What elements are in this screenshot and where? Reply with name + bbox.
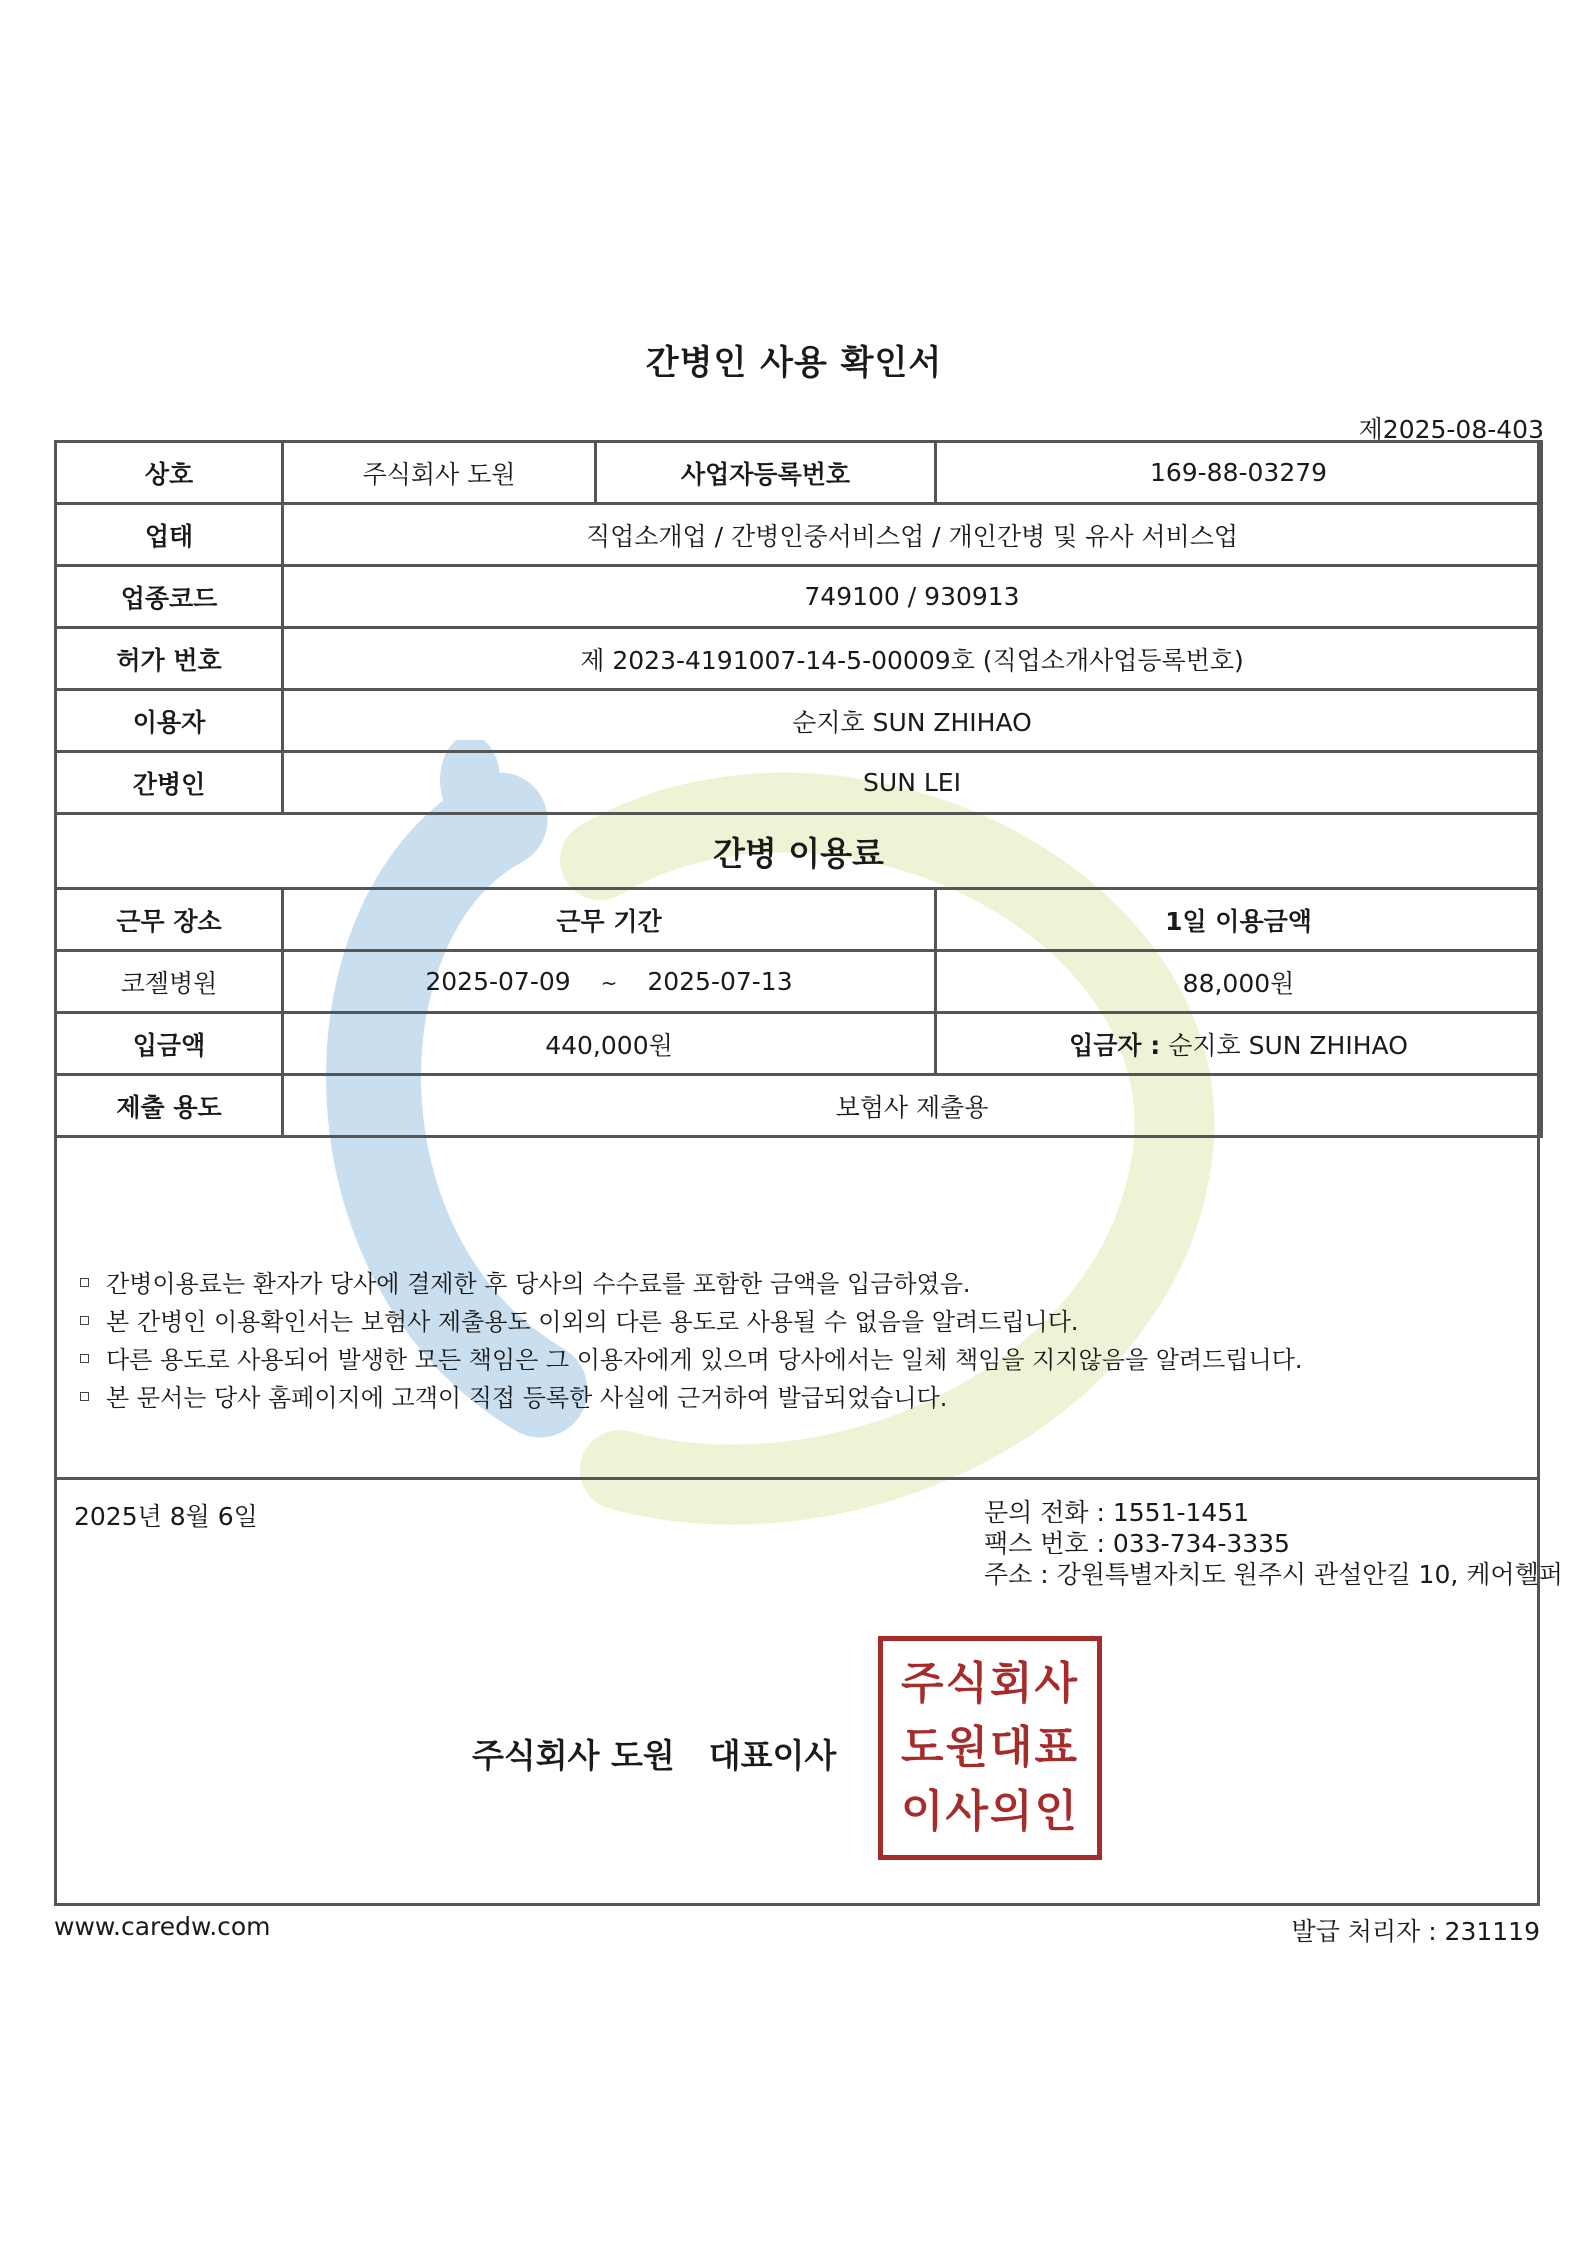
deposit-value: 440,000원 [283, 1013, 936, 1075]
note-item [76, 1303, 1516, 1341]
section-divider [54, 1477, 1540, 1480]
seal-line: 이사의인 [900, 1786, 1079, 1837]
info-table [54, 440, 1543, 1138]
row-fee-values [56, 951, 1542, 1013]
row-business-type [56, 504, 1542, 566]
signer [472, 1730, 836, 1777]
contact-block [984, 1497, 1563, 1590]
footer-issuer: 발급 처리자 : 231119 [1291, 1917, 1540, 1946]
square-bullet-icon [80, 1354, 89, 1363]
company-value: 주식회사 도원 [283, 442, 596, 504]
row-fee-section [56, 814, 1542, 889]
depositor-value: 순지호 SUN ZHIHAO [1168, 1030, 1408, 1060]
depositor-cell [936, 1013, 1542, 1075]
row-purpose [56, 1075, 1542, 1137]
user-label: 이용자 [56, 690, 283, 752]
row-caregiver [56, 752, 1542, 814]
business-type-label: 업태 [56, 504, 283, 566]
period-start: 2025-07-09 [425, 967, 571, 996]
period-label: 근무 기간 [283, 889, 936, 951]
row-fee-header [56, 889, 1542, 951]
biz-no-label: 사업자등록번호 [596, 442, 936, 504]
caregiver-label: 간병인 [56, 752, 283, 814]
contact-address: 주소 : 강원특별자치도 원주시 관설안길 10, 케어헬퍼 [984, 1560, 1563, 1589]
daily-label: 1일 이용금액 [936, 889, 1542, 951]
seal-line: 도원대표 [900, 1722, 1079, 1773]
square-bullet-icon [80, 1278, 89, 1287]
depositor-label: 입금자 : [1069, 1030, 1161, 1060]
note-text: 본 간병인 이용확인서는 보험사 제출용도 이외의 다른 용도로 사용될 수 없음을 알려드립니다. [106, 1308, 1079, 1336]
note-text: 다른 용도로 사용되어 발생한 모든 책임은 그 이용자에게 있으며 당사에서는 일체 책임을 지지않음을 알려드립니다. [106, 1346, 1303, 1374]
place-value: 코젤병원 [56, 951, 283, 1013]
note-item [76, 1265, 1516, 1303]
footer-website: www.caredw.com [54, 1912, 271, 1941]
period-end: 2025-07-13 [647, 967, 793, 996]
row-deposit [56, 1013, 1542, 1075]
issue-date: 2025년 8월 6일 [74, 1502, 258, 1531]
company-seal [878, 1636, 1102, 1860]
industry-code-label: 업종코드 [56, 566, 283, 628]
contact-fax: 팩스 번호 : 033-734-3335 [984, 1529, 1290, 1558]
note-item [76, 1379, 1516, 1417]
square-bullet-icon [80, 1392, 89, 1401]
fee-section-title: 간병 이용료 [56, 814, 1542, 889]
user-value: 순지호 SUN ZHIHAO [283, 690, 1542, 752]
signer-company: 주식회사 도원 [472, 1736, 675, 1775]
daily-value: 88,000원 [936, 951, 1542, 1013]
row-license [56, 628, 1542, 690]
license-label: 허가 번호 [56, 628, 283, 690]
contact-phone: 문의 전화 : 1551-1451 [984, 1498, 1250, 1527]
document-title: 간병인 사용 확인서 [645, 343, 943, 383]
industry-code-value: 749100 / 930913 [283, 566, 1542, 628]
signer-role: 대표이사 [708, 1736, 837, 1775]
row-industry-code [56, 566, 1542, 628]
biz-no-value: 169-88-03279 [936, 442, 1542, 504]
period-separator: ~ [600, 971, 618, 995]
seal-line: 주식회사 [900, 1658, 1079, 1709]
business-type-value: 직업소개업 / 간병인중서비스업 / 개인간병 및 유사 서비스업 [283, 504, 1542, 566]
document-number: 제2025-08-403 [1358, 415, 1544, 444]
period-value [283, 951, 936, 1013]
company-label: 상호 [56, 442, 283, 504]
deposit-label: 입금액 [56, 1013, 283, 1075]
note-text: 간병이용료는 환자가 당사에 결제한 후 당사의 수수료를 포함한 금액을 입금하였음. [106, 1270, 971, 1298]
row-user [56, 690, 1542, 752]
square-bullet-icon [80, 1316, 89, 1325]
row-company [56, 442, 1542, 504]
note-item [76, 1341, 1516, 1379]
license-value: 제 2023-4191007-14-5-00009호 (직업소개사업등록번호) [283, 628, 1542, 690]
purpose-label: 제출 용도 [56, 1075, 283, 1137]
caregiver-value: SUN LEI [283, 752, 1542, 814]
purpose-value: 보험사 제출용 [283, 1075, 1542, 1137]
note-text: 본 문서는 당사 홈페이지에 고객이 직접 등록한 사실에 근거하여 발급되었습니다. [106, 1384, 948, 1412]
place-label: 근무 장소 [56, 889, 283, 951]
notes-list [76, 1265, 1516, 1417]
